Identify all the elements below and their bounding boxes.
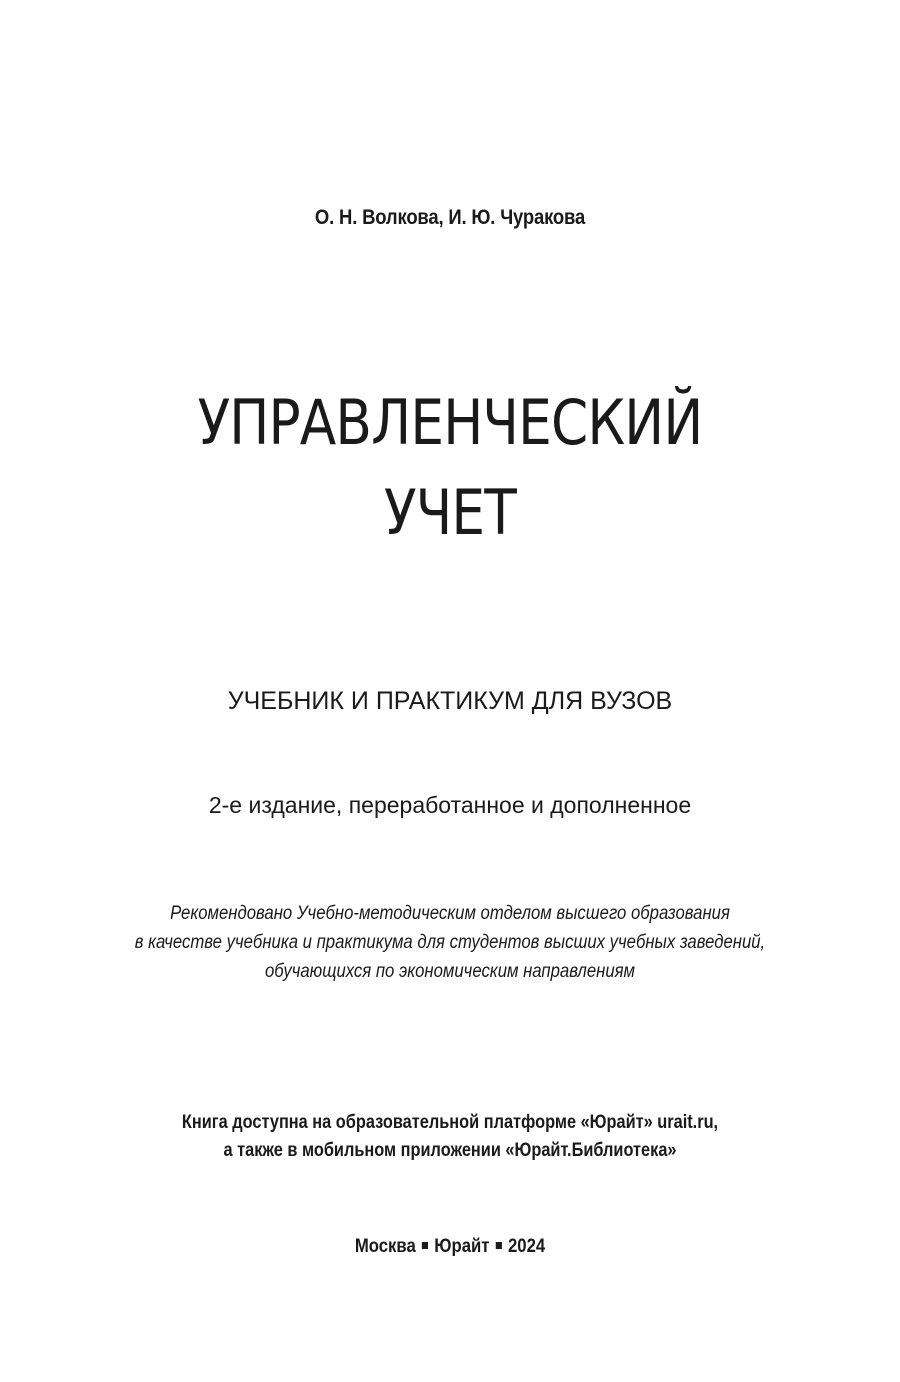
availability-line-2: а также в мобильном приложении «Юрайт.Библиотека» bbox=[223, 1140, 677, 1161]
book-title-line-2: УЧЕТ bbox=[384, 476, 516, 549]
imprint-year: 2024 bbox=[507, 1236, 546, 1257]
imprint bbox=[54, 1236, 846, 1258]
edition-note: 2-е издание, переработанное и дополненное bbox=[208, 792, 692, 818]
imprint-publisher: Юрайт bbox=[434, 1236, 490, 1257]
recommendation-line-3: обучающихся по экономическим направлениям bbox=[264, 961, 636, 982]
square-separator-icon bbox=[496, 1242, 502, 1249]
imprint-city: Москва bbox=[354, 1236, 416, 1257]
availability-line-1: Книга доступна на образовательной платформе «Юрайт» urait.ru, bbox=[181, 1112, 719, 1133]
book-title-line-1: УПРАВЛЕНЧЕСКИЙ bbox=[197, 386, 703, 459]
square-separator-icon bbox=[422, 1242, 428, 1249]
recommendation-line-1: Рекомендовано Учебно-методическим отделом высшего образования bbox=[170, 903, 730, 924]
book-subtitle: УЧЕБНИК И ПРАКТИКУМ ДЛЯ ВУЗОВ bbox=[227, 687, 673, 715]
authors: О. Н. Волкова, И. Ю. Чуракова bbox=[314, 206, 586, 229]
recommendation-line-2: в качестве учебника и практикума для студентов высших учебных заведений, bbox=[134, 932, 766, 953]
